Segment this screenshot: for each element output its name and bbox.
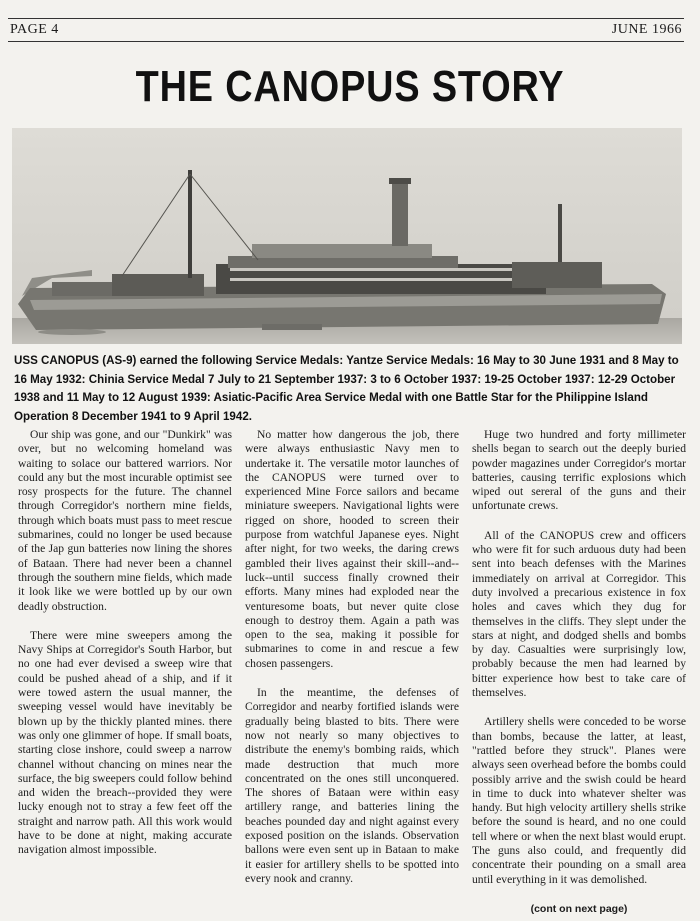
photo-caption: USS CANOPUS (AS-9) earned the following Service Medals: Yantze Service Medals: 16 May to 30 June 1931 and 8 May to 16 May 1932: Chinia Service Medal 7 July to 21 September 1937: 3 to 6 October 1937: 19-25 October 1937: 12-29 October 1938 and 11 May to 12 August 1939: Asiatic-Pacific Area Service Medal with one Battle Star for the Philippine Island Operation 8 December 1941 to 9 April 1942. [14,354,679,423]
ship-photo [12,128,682,344]
page-number: PAGE 4 [10,22,59,37]
paragraph: There were mine sweepers among the Navy Ships at Corregidor's South Harbor, but no one had ever devised a sweep wire that could be pushed ahead of a ship, and if it were towed astern the usual manner, the sweeping vessel would have inevitably be blown up by the thickly planted mines. there was only one glimmer of hope. If small boats, starting close inshore, could sweep a narrow channel without chancing on mines near the surface, the big sweepers could follow behind and widen the breach--provided they were lucky enough not to stray a few feet off the straight and narrow path. All this work would have to be done at night, making accurate navigation almost impossible. [18,628,232,857]
column-3 [472,428,686,913]
paragraph: Artillery shells were conceded to be worse than bombs, because the latter, at least, "rattled before they struck". Planes were always seen overhead before the bombs could possibly arrive and the swish could be heard in time to duck into whatever shelter was handy. But high velocity artillery shells strike before the sound is heard, and no one could tell where or when the next blast would erupt. The guns also could, and frequently did concentrate their pounding on a small area until everything in it was demolished. [472,715,686,886]
column-1 [18,428,232,913]
paragraph: In the meantime, the defenses of Corregidor and nearby fortified islands were gradually being blasted to bits. There were now not nearly so many objectives to distribute the enemy's bombing raids, which made destruction that much more concentrated on the ones still unconquered. The shores of Bataan were within easy artillery range, and batteries lining the beaches pounded day and night against every exposed position on the islands. Observation ballons were even sent up in Bataan to make it easier for artillery shells to be spotted into every nook and cranny. [245,686,459,885]
paragraph: Our ship was gone, and our "Dunkirk" was over, but no welcoming homeland was waiting to solace our battered warriors. Nor could any but the most incurable optimist see rosy prospects for the future. The channel through Corregidor's northern mine fields, through which boats must pass to meet rescue submarines, could no longer be used because of the Jap gun batteries now lining the shores of Bataan. There had never been a channel through the southern mine fields, which made it look like we were bottled up by our own deadly obstruction. [18,428,232,613]
article-body [18,428,686,913]
page-header [8,18,684,42]
paragraph: All of the CANOPUS crew and officers who were fit for such arduous duty had been sent into beach defenses with the Marines immediately on arrival at Corregidor. This duty involved a precarious existence in fox holes and caves which they dug for themselves in the cliffs. They slept under the stars at night, and dodged shells and bombs by day. Casualties were surprisingly low, probably because the men had learned by bitter experience how best to take care of themselves. [472,528,686,700]
column-2 [245,428,459,913]
paragraph: Huge two hundred and forty millimeter shells began to search out the deeply buried powder magazines under Corregidor's mortar batteries, causing terrific explosions which wiped out sereral of the guns and their unfortunate crews. [472,428,686,513]
continued-note: (cont on next page) [530,902,628,915]
article-title: THE CANOPUS STORY [135,62,565,111]
issue-date: JUNE 1966 [611,22,682,37]
paragraph: No matter how dangerous the job, there were always enthusiastic Navy men to undertake it. The versatile motor launches of the CANOPUS were turned over to experienced Mine Force sailors and became miniature sweepers. Navigational lights were rigged on shore, hooded to screen their purpose from watchful Japanese eyes. Night after night, for two weeks, the daring crews gambled their lives against their skill--and--luck--until success finally crowned their efforts. Many mines had exploded near the venturesome boats, but never quite close enough to destroy them. Again a path was open to the sea, making it possible for submarines to come in and rescue a few chosen passengers. [245,428,459,670]
